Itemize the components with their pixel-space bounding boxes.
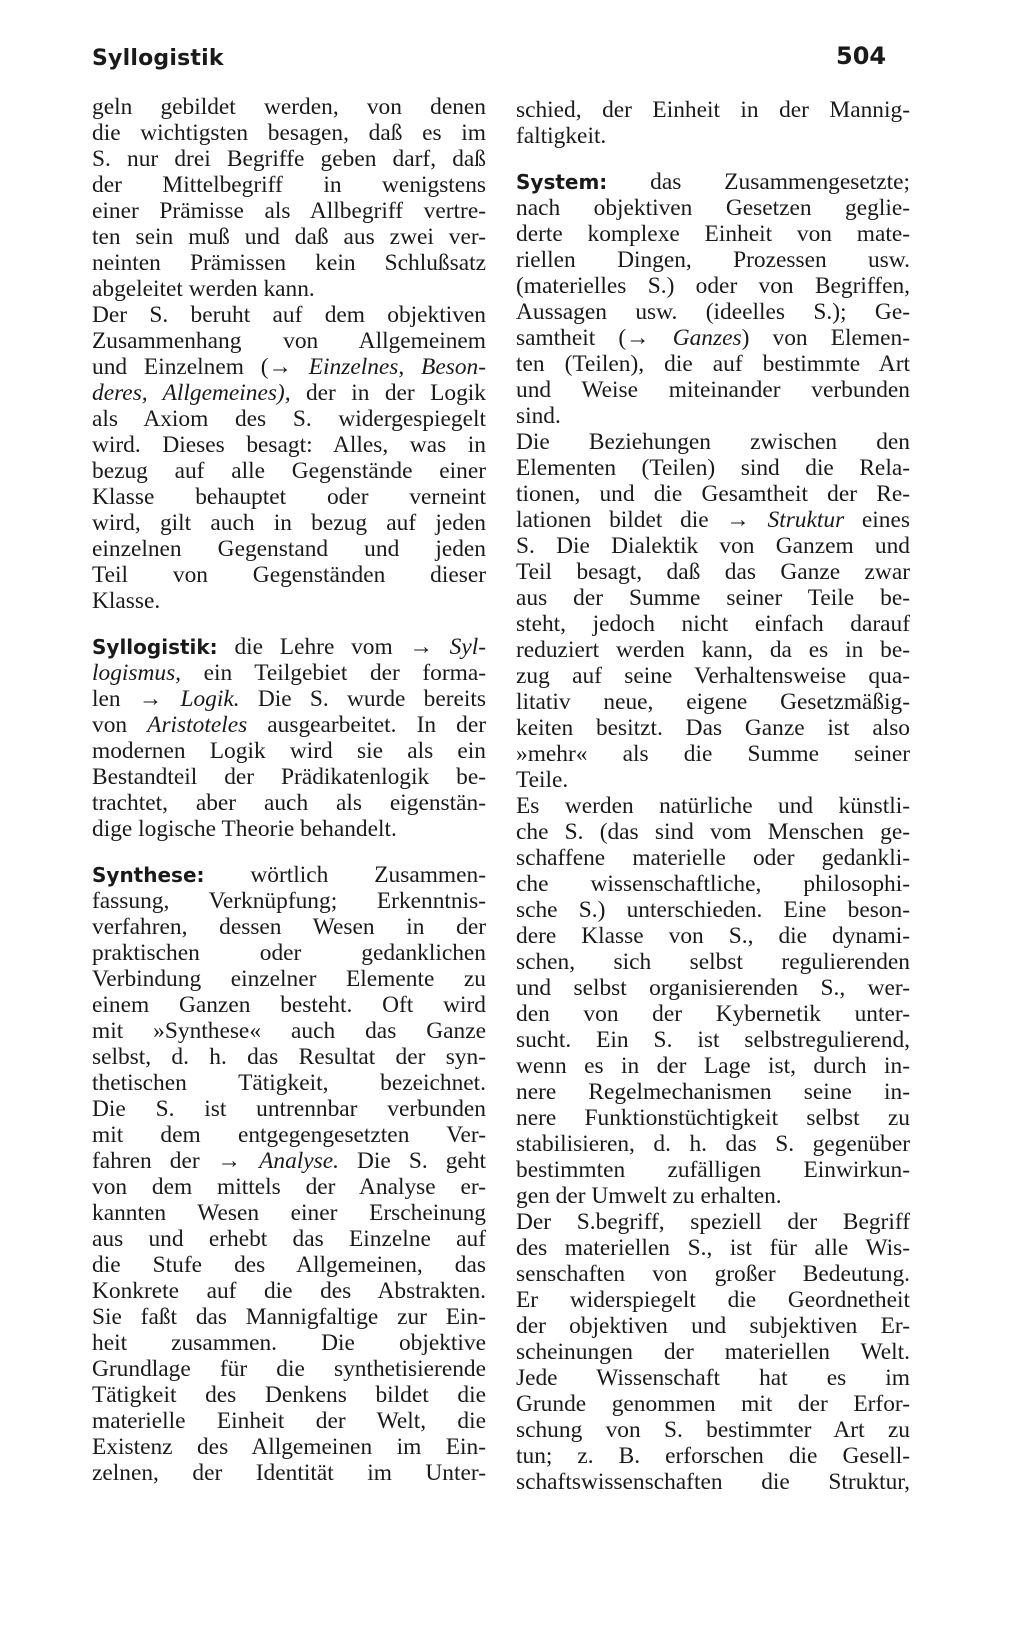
text-line: che S. (das sind vom Menschen ge- [516, 819, 910, 845]
text-line: Klasse behauptet oder verneint [92, 484, 486, 510]
text-line: fahren der → Analyse. Die S. geht [92, 1148, 486, 1174]
text-line: den von der Kybernetik unter- [516, 1001, 910, 1027]
text-line: faltigkeit. [516, 123, 607, 149]
text-line: Der S. beruht auf dem objektiven [92, 302, 486, 328]
text-line: tionen, und die Gesamtheit der Re- [516, 481, 910, 507]
text-line: schaffene materielle oder gedankli- [516, 845, 910, 871]
text-line: wird, gilt auch in bezug auf jeden [92, 510, 486, 536]
text-line: derte komplexe Einheit von mate- [516, 221, 910, 247]
text-line: dige logische Theorie behandelt. [92, 816, 397, 842]
text-line: Teil besagt, daß das Ganze zwar [516, 559, 910, 585]
text-line: Jede Wissenschaft hat es im [516, 1365, 910, 1391]
cross-reference[interactable]: logismus, [92, 660, 182, 686]
text-line: Teile. [516, 767, 569, 793]
entry-lemma: Syllogistik: [92, 635, 218, 659]
text-line: der objektiven und subjektiven Er- [516, 1313, 910, 1339]
text-line: System: das Zusammengesetzte; [516, 169, 910, 195]
cross-reference[interactable]: Logik. [180, 686, 240, 712]
text-line: Aussagen usw. (ideelles S.); Ge- [516, 299, 910, 325]
paragraph-continued [516, 97, 910, 149]
text-line: Bestandteil der Prädikatenlogik be- [92, 764, 486, 790]
entry-lemma: Synthese: [92, 863, 205, 887]
cross-reference[interactable]: Struktur [767, 507, 845, 533]
text-line: schaftswissenschaften die Struktur, [516, 1469, 910, 1495]
text-line: scheinungen der materiellen Welt. [516, 1339, 910, 1365]
paragraph-systembegriff [516, 1209, 910, 1495]
text-line: selbst, d. h. das Resultat der syn- [92, 1044, 486, 1070]
text-line: von dem mittels der Analyse er- [92, 1174, 486, 1200]
cross-reference[interactable]: deres, Allgemeines), [92, 380, 291, 406]
text-line: che wissenschaftliche, philosophi- [516, 871, 910, 897]
text-line: steht, jedoch nicht einfach darauf [516, 611, 910, 637]
text-line: zug auf seine Verhaltensweise qua- [516, 663, 910, 689]
paragraph-natuerliche-systeme [516, 793, 910, 1209]
text-line: Es werden natürliche und künstli- [516, 793, 910, 819]
entry-syllogistik [92, 634, 486, 842]
text-line: Die S. ist untrennbar verbunden [92, 1096, 486, 1122]
text-line: aus der Summe seiner Teile be- [516, 585, 910, 611]
left-column [92, 94, 486, 1486]
text-line: geln gebildet werden, von denen [92, 94, 486, 120]
paragraph-beziehungen [516, 429, 910, 793]
text-line: die Stufe des Allgemeinen, das [92, 1252, 486, 1278]
text-line: der Mittelbegriff in wenigstens [92, 172, 486, 198]
paragraph-der-s-beruht [92, 302, 486, 614]
text-line: lationen bildet die → Struktur eines [516, 507, 910, 533]
text-line: sche S.) unterschieden. Eine beson- [516, 897, 910, 923]
text-line: schung von S. bestimmter Art zu [516, 1417, 910, 1443]
text-line: einzelnen Gegenstand und jeden [92, 536, 486, 562]
text-line: litativ neue, eigene Gesetzmäßig- [516, 689, 910, 715]
text-line: trachtet, aber auch als eigenstän- [92, 790, 486, 816]
text-line: Sie faßt das Mannigfaltige zur Ein- [92, 1304, 486, 1330]
text-line: mit dem entgegengesetzten Ver- [92, 1122, 486, 1148]
text-line: und Weise miteinander verbunden [516, 377, 910, 403]
text-line: sucht. Ein S. ist selbstregulierend, [516, 1027, 910, 1053]
text-line: nach objektiven Gesetzen geglie- [516, 195, 910, 221]
text-line: reduziert werden kann, da es in be- [516, 637, 910, 663]
text-line: tun; z. B. erforschen die Gesell- [516, 1443, 910, 1469]
text-line: len → Logik. Die S. wurde bereits [92, 686, 486, 712]
text-line: schen, sich selbst regulierenden [516, 949, 910, 975]
text-line: nere Regelmechanismen seine in- [516, 1079, 910, 1105]
text-line: samtheit (→ Ganzes) von Elemen- [516, 325, 910, 351]
text-line: keiten besitzt. Das Ganze ist also [516, 715, 910, 741]
text-line: gen der Umwelt zu erhalten. [516, 1183, 782, 1209]
text-line: bezug auf alle Gegenstände einer [92, 458, 486, 484]
text-line: Er widerspiegelt die Geordnetheit [516, 1287, 910, 1313]
text-line: aus und erhebt das Einzelne auf [92, 1226, 486, 1252]
text-line: als Axiom des S. widergespiegelt [92, 406, 486, 432]
text-line: (materielles S.) oder von Begriffen, [516, 273, 910, 299]
text-line: materielle Einheit der Welt, die [92, 1408, 486, 1434]
entry-lemma: System: [516, 170, 608, 194]
text-line: ten (Teilen), die auf bestimmte Art [516, 351, 910, 377]
text-line: logismus, ein Teilgebiet der forma- [92, 660, 486, 686]
text-line: thetischen Tätigkeit, bezeichnet. [92, 1070, 486, 1096]
text-line: Tätigkeit des Denkens bildet die [92, 1382, 486, 1408]
text-line: Teil von Gegenständen dieser [92, 562, 486, 588]
text-line: nere Funktionstüchtigkeit selbst zu [516, 1105, 910, 1131]
text-line: S. Die Dialektik von Ganzem und [516, 533, 910, 559]
text-line: die wichtigsten besagen, daß es im [92, 120, 486, 146]
paragraph-continued [92, 94, 486, 302]
text-line: und Einzelnem (→ Einzelnes, Beson- [92, 354, 486, 380]
cross-reference[interactable]: Ganzes [672, 325, 742, 351]
text-line: deres, Allgemeines), der in der Logik [92, 380, 486, 406]
text-line: sind. [516, 403, 561, 429]
text-line: des materiellen S., ist für alle Wis- [516, 1235, 910, 1261]
text-line: kannten Wesen einer Erscheinung [92, 1200, 486, 1226]
text-line: abgeleitet werden kann. [92, 276, 315, 302]
text-line: einem Ganzen besteht. Oft wird [92, 992, 486, 1018]
text-line: verfahren, dessen Wesen in der [92, 914, 486, 940]
text-line: schied, der Einheit in der Mannig- [516, 97, 910, 123]
text-line: Grundlage für die synthetisierende [92, 1356, 486, 1382]
text-line: Klasse. [92, 588, 161, 614]
cross-reference[interactable]: Syl- [449, 634, 486, 660]
cross-reference[interactable]: Einzelnes, Beson- [308, 354, 486, 380]
text-line: ten sein muß und daß aus zwei ver- [92, 224, 486, 250]
text-line: Verbindung einzelner Elemente zu [92, 966, 486, 992]
text-line: Synthese: wörtlich Zusammen- [92, 862, 486, 888]
running-head: Syllogistik [92, 46, 224, 71]
text-line: riellen Dingen, Prozessen usw. [516, 247, 910, 273]
text-line: Die Beziehungen zwischen den [516, 429, 910, 455]
text-line: stabilisieren, d. h. das S. gegenüber [516, 1131, 910, 1157]
text-line: zelnen, der Identität im Unter- [92, 1460, 486, 1486]
text-line: dere Klasse von S., die dynami- [516, 923, 910, 949]
text-line: bestimmten zufälligen Einwirkun- [516, 1157, 910, 1183]
text-line: Grunde genommen mit der Erfor- [516, 1391, 910, 1417]
text-line: Elementen (Teilen) sind die Rela- [516, 455, 910, 481]
page-number: 504 [836, 42, 887, 70]
text-line: und selbst organisierenden S., wer- [516, 975, 910, 1001]
text-line: von Aristoteles ausgearbeitet. In der [92, 712, 486, 738]
text-line: praktischen oder gedanklichen [92, 940, 486, 966]
text-line: einer Prämisse als Allbegriff vertre- [92, 198, 486, 224]
text-line: senschaften von großer Bedeutung. [516, 1261, 910, 1287]
text-line: Der S.begriff, speziell der Begriff [516, 1209, 910, 1235]
text-line: S. nur drei Begriffe geben darf, daß [92, 146, 486, 172]
text-line: fassung, Verknüpfung; Erkenntnis- [92, 888, 486, 914]
person-name: Aristoteles [147, 712, 248, 738]
text-line: mit »Synthese« auch das Ganze [92, 1018, 486, 1044]
text-line: Konkrete auf die des Abstrakten. [92, 1278, 486, 1304]
cross-reference[interactable]: Analyse. [259, 1148, 339, 1174]
text-line: wird. Dieses besagt: Alles, was in [92, 432, 486, 458]
text-line: wenn es in der Lage ist, durch in- [516, 1053, 910, 1079]
text-line: heit zusammen. Die objektive [92, 1330, 486, 1356]
text-line: Existenz des Allgemeinen im Ein- [92, 1434, 486, 1460]
entry-synthese [92, 862, 486, 1486]
text-line: modernen Logik wird sie als ein [92, 738, 486, 764]
text-line: Syllogistik: die Lehre vom → Syl- [92, 634, 486, 660]
right-column [516, 97, 910, 1495]
text-line: neinten Prämissen kein Schlußsatz [92, 250, 486, 276]
entry-system [516, 169, 910, 429]
text-line: Zusammenhang von Allgemeinem [92, 328, 486, 354]
text-line: »mehr« als die Summe seiner [516, 741, 910, 767]
